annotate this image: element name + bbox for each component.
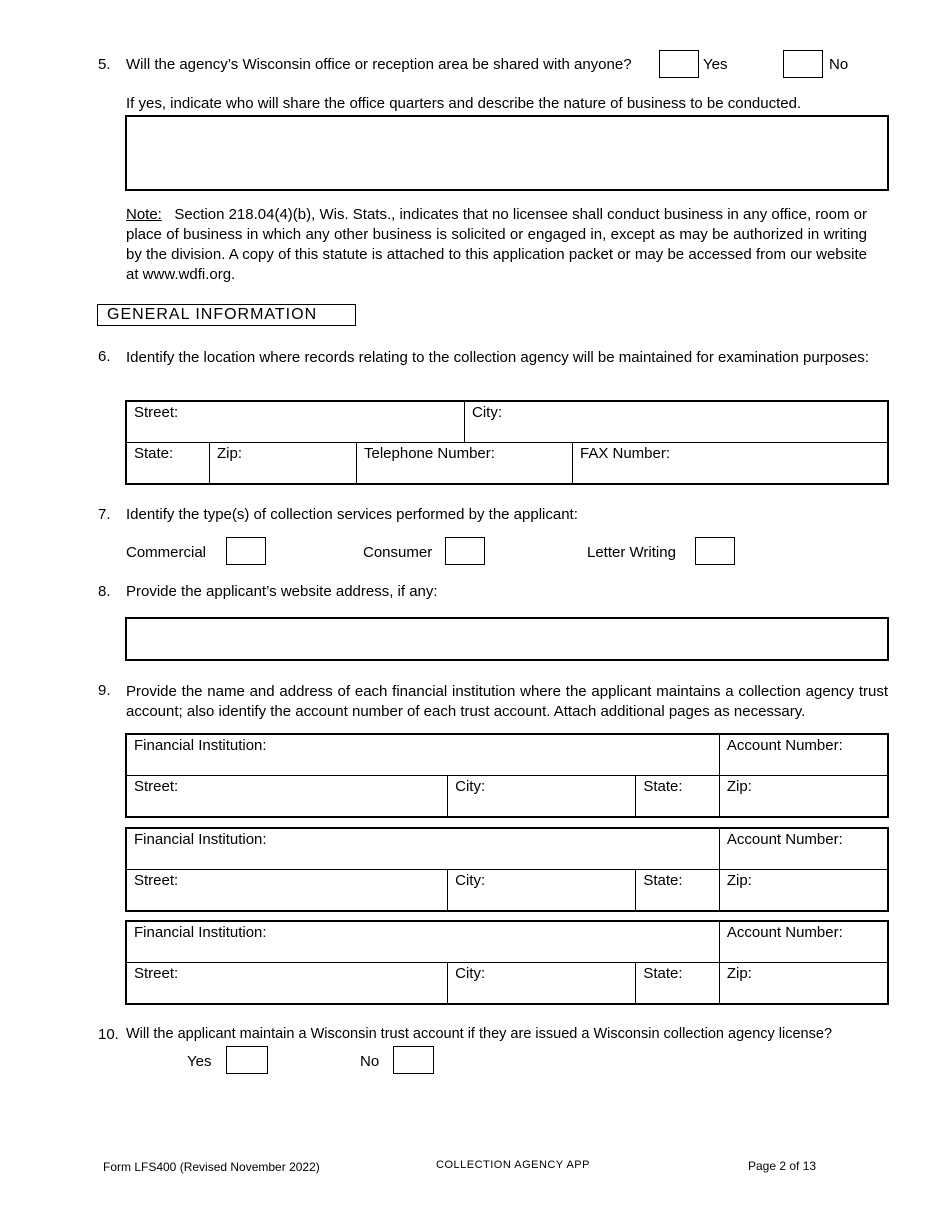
city-label: City:	[455, 965, 486, 982]
state-label: State:	[134, 445, 174, 462]
q10-no-label: No	[360, 1053, 380, 1070]
zip-label: Zip:	[726, 872, 752, 889]
trust-state-field[interactable]	[636, 870, 720, 912]
q5-no-checkbox[interactable]	[783, 50, 823, 78]
q6-question: Identify the location where records relating to the collection agency will be maintained for examination purposes:	[126, 349, 869, 366]
zip-label: Zip:	[726, 965, 752, 982]
q8-number: 8.	[98, 583, 111, 600]
q5-yes-label: Yes	[703, 56, 728, 73]
q5-shared-office-textarea[interactable]	[125, 115, 889, 191]
trust-account-table-3	[125, 920, 889, 1005]
q6-records-location-table	[125, 400, 889, 485]
institution-field[interactable]	[126, 734, 719, 776]
records-zip-field[interactable]	[210, 443, 357, 485]
trust-account-table-2	[125, 827, 889, 912]
q8-question: Provide the applicant’s website address, if any:	[126, 583, 438, 600]
trust-zip-field[interactable]	[719, 776, 888, 818]
q6-number: 6.	[98, 348, 111, 365]
institution-label: Financial Institution:	[134, 924, 267, 941]
state-label: State:	[643, 872, 683, 889]
records-telephone-field[interactable]	[357, 443, 573, 485]
q10-yes-label: Yes	[187, 1053, 212, 1070]
trust-city-field[interactable]	[448, 776, 636, 818]
records-city-field[interactable]	[465, 401, 889, 443]
account-label: Account Number:	[726, 924, 843, 941]
q5-followup: If yes, indicate who will share the office quarters and describe the nature of business to be conducted.	[126, 95, 802, 112]
q5-number: 5.	[98, 56, 111, 73]
city-label: City:	[455, 872, 486, 889]
consumer-label: Consumer	[363, 544, 433, 561]
letter-writing-label: Letter Writing	[587, 544, 676, 561]
trust-zip-field[interactable]	[719, 963, 888, 1005]
institution-label: Financial Institution:	[134, 831, 267, 848]
footer-page-number: Page 2 of 13	[748, 1159, 817, 1173]
account-label: Account Number:	[726, 831, 843, 848]
records-fax-field[interactable]	[573, 443, 889, 485]
account-number-field[interactable]	[719, 921, 888, 963]
street-label: Street:	[134, 965, 179, 982]
trust-street-field[interactable]	[126, 776, 448, 818]
state-label: State:	[643, 965, 683, 982]
trust-state-field[interactable]	[636, 776, 720, 818]
footer-title: COLLECTION AGENCY APP	[436, 1159, 590, 1171]
zip-label: Zip:	[217, 445, 243, 462]
q9-question: Provide the name and address of each financial institution where the applicant maintains a collection agency trust account; also identify the account number of each trust account. Attach additional pages as necessary.	[126, 683, 888, 720]
street-label: Street:	[134, 404, 179, 421]
q7-question: Identify the type(s) of collection services performed by the applicant:	[126, 506, 578, 523]
state-label: State:	[643, 778, 683, 795]
account-label: Account Number:	[726, 737, 843, 754]
commercial-label: Commercial	[126, 544, 207, 561]
q5-yes-checkbox[interactable]	[659, 50, 699, 78]
trust-city-field[interactable]	[448, 963, 636, 1005]
commercial-checkbox[interactable]	[226, 537, 266, 565]
records-street-field[interactable]	[126, 401, 465, 443]
trust-zip-field[interactable]	[719, 870, 888, 912]
q5-question: Will the agency’s Wisconsin office or reception area be shared with anyone?	[126, 56, 632, 73]
q5-note	[126, 205, 867, 285]
street-label: Street:	[134, 872, 179, 889]
q9-number: 9.	[98, 682, 111, 699]
fax-label: FAX Number:	[580, 445, 671, 462]
website-address-input[interactable]	[125, 617, 889, 661]
zip-label: Zip:	[726, 778, 752, 795]
city-label: City:	[472, 404, 502, 421]
city-label: City:	[455, 778, 486, 795]
trust-city-field[interactable]	[448, 870, 636, 912]
q7-number: 7.	[98, 506, 111, 523]
telephone-label: Telephone Number:	[364, 445, 495, 462]
institution-label: Financial Institution:	[134, 737, 267, 754]
letter-writing-checkbox[interactable]	[695, 537, 735, 565]
section-title: GENERAL INFORMATION	[97, 304, 356, 326]
q10-no-checkbox[interactable]	[393, 1046, 434, 1074]
trust-street-field[interactable]	[126, 963, 448, 1005]
trust-street-field[interactable]	[126, 870, 448, 912]
trust-account-table-1	[125, 733, 889, 818]
q10-number: 10.	[98, 1026, 119, 1043]
q5-no-label: No	[829, 56, 849, 73]
q10-question: Will the applicant maintain a Wisconsin trust account if they are issued a Wisconsin collection agency license?	[126, 1026, 833, 1042]
q10-yes-checkbox[interactable]	[226, 1046, 268, 1074]
records-state-field[interactable]	[126, 443, 210, 485]
institution-field[interactable]	[126, 921, 719, 963]
note-text: Section 218.04(4)(b), Wis. Stats., indicates that no licensee shall conduct business in any office, room or place of business in which any other business is solicited or engaged in, except as may be authorized in writing by the division. A copy of this statute is attached to this application packet or may be accessed from our website at www.wdfi.org.	[126, 206, 867, 283]
trust-state-field[interactable]	[636, 963, 720, 1005]
consumer-checkbox[interactable]	[445, 537, 485, 565]
footer-form-number: Form LFS400 (Revised November 2022)	[103, 1160, 320, 1174]
account-number-field[interactable]	[719, 734, 888, 776]
street-label: Street:	[134, 778, 179, 795]
account-number-field[interactable]	[719, 828, 888, 870]
institution-field[interactable]	[126, 828, 719, 870]
note-label: Note:	[126, 206, 162, 223]
